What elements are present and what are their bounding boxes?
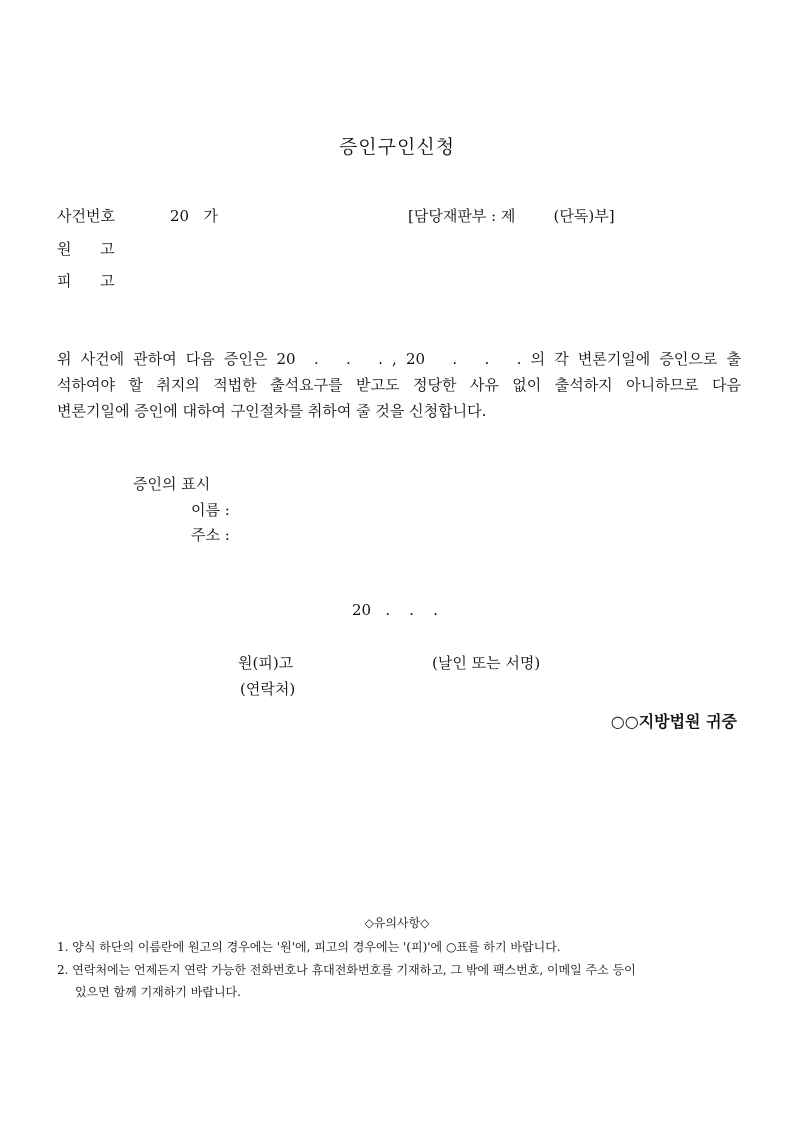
case-number-label: 사건번호 xyxy=(57,207,115,225)
body-line-2: 석하여야 할 취지의 적법한 출석요구를 받고도 정당한 사유 없이 출석하지 아니하므로 다음 xyxy=(57,376,741,394)
notice-heading: ◇유의사항◇ xyxy=(364,916,430,930)
case-number-value: 20 가 xyxy=(170,207,218,225)
notice-item-2: 2. 연락처에는 언제든지 연락 가능한 전화번호나 휴대전화번호를 기재하고, 그 밖에 팩스번호, 이메일 주소 등이 xyxy=(57,963,636,977)
seal-label: (날인 또는 서명) xyxy=(432,654,541,672)
witness-address-label: 주소 : xyxy=(191,526,230,544)
plaintiff-label: 원 고 xyxy=(57,240,115,258)
body-line-3: 변론기일에 증인에 대하여 구인절차를 취하여 줄 것을 신청합니다. xyxy=(57,402,487,420)
addressee: ○○지방법원 귀중 xyxy=(610,712,737,731)
witness-name-label: 이름 : xyxy=(191,501,230,519)
contact-label: (연락처) xyxy=(240,680,296,698)
witness-heading: 증인의 표시 xyxy=(133,475,211,493)
document-title: 증인구인신청 xyxy=(338,136,456,158)
defendant-label: 피 고 xyxy=(57,272,115,290)
notice-item-2-continued: 있으면 함께 기재하기 바랍니다. xyxy=(75,985,241,999)
notice-item-1: 1. 양식 하단의 이름란에 원고의 경우에는 '원'에, 피고의 경우에는 '(피)'에 ○표를 하기 바랍니다. xyxy=(57,940,561,954)
date-line: 20 . . . xyxy=(352,601,438,619)
division-field: [담당재판부 : 제 (단독)부] xyxy=(408,207,615,225)
body-line-1: 위 사건에 관하여 다음 증인은 20 . . . , 20 . . . 의 각 변론기일에 증인으로 출 xyxy=(57,350,741,368)
applicant-label: 원(피)고 xyxy=(238,654,294,672)
